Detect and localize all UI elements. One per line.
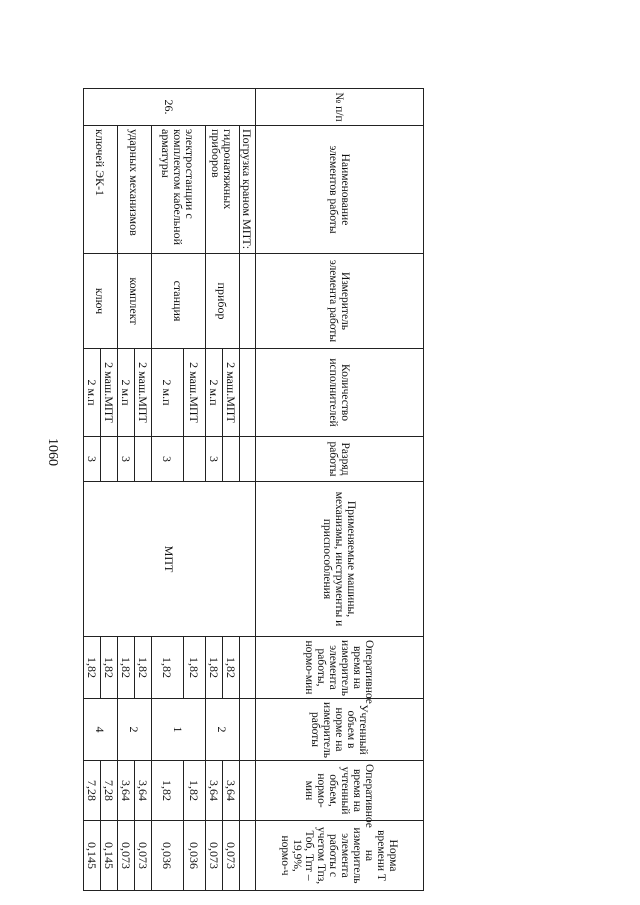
element-name: ударных механизмов bbox=[118, 126, 152, 254]
workers-cell: 2 м.п bbox=[152, 349, 184, 437]
table-header-row bbox=[256, 89, 424, 891]
element-name: ключей ЭК-1 bbox=[84, 126, 118, 254]
norm-cell: 0,073 bbox=[206, 821, 223, 891]
volume-cell: 4 bbox=[84, 699, 118, 761]
op-time-cell: 1,82 bbox=[101, 637, 118, 699]
norm-cell: 0,073 bbox=[118, 821, 135, 891]
element-unit: комплект bbox=[118, 254, 152, 349]
norms-table bbox=[83, 88, 424, 891]
op-time-cell: 1,82 bbox=[184, 637, 206, 699]
grade-cell bbox=[223, 437, 240, 482]
header-number: № п/п bbox=[256, 89, 424, 126]
workers-cell: 2 м.п bbox=[84, 349, 101, 437]
element-unit: ключ bbox=[84, 254, 118, 349]
empty-cell bbox=[240, 637, 256, 699]
op-time-scaled-cell: 7,28 bbox=[101, 761, 118, 821]
grade-cell: 3 bbox=[84, 437, 101, 482]
grade-cell: 3 bbox=[118, 437, 135, 482]
volume-cell: 2 bbox=[118, 699, 152, 761]
op-time-scaled-cell: 3,64 bbox=[206, 761, 223, 821]
op-time-cell: 1,82 bbox=[84, 637, 101, 699]
empty-cell bbox=[240, 254, 256, 349]
machines-cell: МПТ bbox=[84, 482, 256, 637]
norm-cell: 0,145 bbox=[84, 821, 101, 891]
op-time-cell: 1,82 bbox=[223, 637, 240, 699]
rotated-table-frame bbox=[85, 88, 424, 885]
op-time-cell: 1,82 bbox=[206, 637, 223, 699]
op-time-cell: 1,82 bbox=[135, 637, 152, 699]
op-time-scaled-cell: 7,28 bbox=[84, 761, 101, 821]
header-volume: Учтенный объем в норме на измеритель работы bbox=[256, 699, 424, 761]
header-grade: Разряд работы bbox=[256, 437, 424, 482]
table-row bbox=[240, 89, 256, 891]
op-time-scaled-cell: 1,82 bbox=[184, 761, 206, 821]
empty-cell bbox=[240, 761, 256, 821]
header-machines: Применяемые машины, механизмы, инструменты и приспособления bbox=[256, 482, 424, 637]
grade-cell bbox=[184, 437, 206, 482]
op-time-scaled-cell: 3,64 bbox=[135, 761, 152, 821]
op-time-scaled-cell: 1,82 bbox=[152, 761, 184, 821]
norm-cell: 0,145 bbox=[101, 821, 118, 891]
header-op-time-scaled: Оперативное время на учтенный объем, нормо-мин bbox=[256, 761, 424, 821]
op-time-scaled-cell: 3,64 bbox=[223, 761, 240, 821]
workers-cell: 2 маш.МПТ bbox=[135, 349, 152, 437]
workers-cell: 2 м.п bbox=[206, 349, 223, 437]
header-op-time: Оперативное время на измеритель элемента работы, нормо-мин bbox=[256, 637, 424, 699]
grade-cell: 3 bbox=[152, 437, 184, 482]
grade-cell bbox=[101, 437, 118, 482]
workers-cell: 2 маш.МПТ bbox=[101, 349, 118, 437]
element-unit: станция bbox=[152, 254, 206, 349]
norm-cell: 0,073 bbox=[135, 821, 152, 891]
empty-cell bbox=[240, 699, 256, 761]
empty-cell bbox=[240, 821, 256, 891]
norm-cell: 0,036 bbox=[184, 821, 206, 891]
element-name: электростанции с комплектом кабельной арматуры bbox=[152, 126, 206, 254]
section-number: 26. bbox=[84, 89, 256, 126]
empty-cell bbox=[240, 349, 256, 437]
header-workers: Количество исполнителей bbox=[256, 349, 424, 437]
grade-cell: 3 bbox=[206, 437, 223, 482]
volume-cell: 2 bbox=[206, 699, 240, 761]
section-title: Погрузка краном МПТ: bbox=[240, 126, 256, 254]
page-number: 1060 bbox=[45, 438, 60, 466]
empty-cell bbox=[240, 437, 256, 482]
element-unit: прибор bbox=[206, 254, 240, 349]
norm-cell: 0,036 bbox=[152, 821, 184, 891]
workers-cell: 2 маш.МПТ bbox=[184, 349, 206, 437]
op-time-scaled-cell: 3,64 bbox=[118, 761, 135, 821]
workers-cell: 2 маш.МПТ bbox=[223, 349, 240, 437]
grade-cell bbox=[135, 437, 152, 482]
volume-cell: 1 bbox=[152, 699, 206, 761]
header-name: Наименование элементов работы bbox=[256, 126, 424, 254]
header-norm: Норма времени Т на измеритель элемента работы с учетом Тпз, Тоб, Тпт – 19,9%, нормо-ч bbox=[256, 821, 424, 891]
op-time-cell: 1,82 bbox=[118, 637, 135, 699]
element-name: гидронатяжных приборов bbox=[206, 126, 240, 254]
workers-cell: 2 м.п bbox=[118, 349, 135, 437]
op-time-cell: 1,82 bbox=[152, 637, 184, 699]
norm-cell: 0,073 bbox=[223, 821, 240, 891]
header-unit: Измеритель элемента работы bbox=[256, 254, 424, 349]
